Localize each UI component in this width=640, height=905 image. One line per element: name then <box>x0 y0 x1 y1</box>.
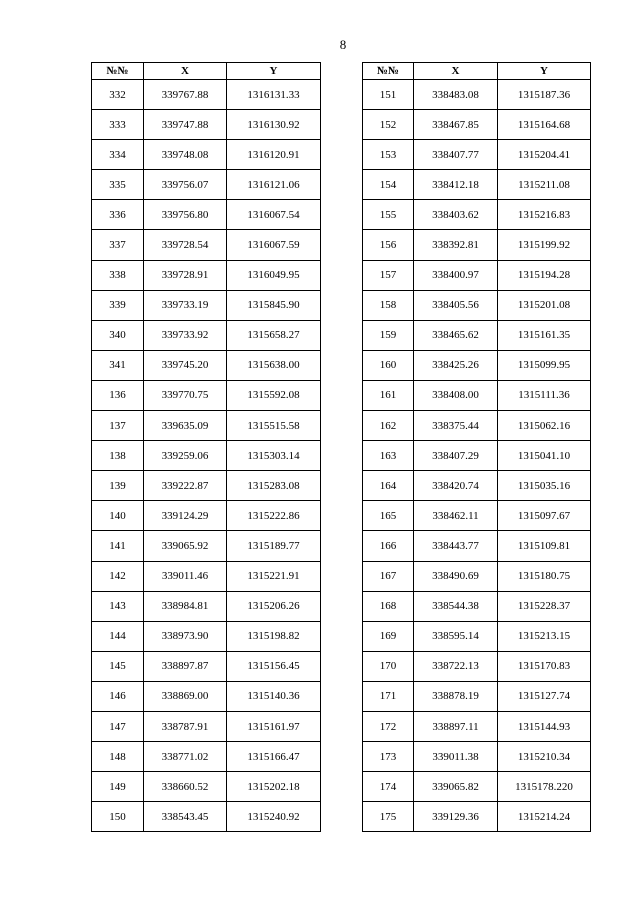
point-number-cell: 170 <box>363 651 414 681</box>
table-row <box>363 681 591 711</box>
table-row <box>363 711 591 741</box>
header-number: №№ <box>92 63 144 80</box>
point-number-cell: 144 <box>92 621 144 651</box>
y-coordinate-cell: 1315194.28 <box>498 260 591 290</box>
point-number-cell: 334 <box>92 140 144 170</box>
point-number-cell: 157 <box>363 260 414 290</box>
x-coordinate-cell: 338787.91 <box>144 711 227 741</box>
x-coordinate-cell: 338375.44 <box>414 411 498 441</box>
y-coordinate-cell: 1315216.83 <box>498 200 591 230</box>
y-coordinate-cell: 1315204.41 <box>498 140 591 170</box>
x-coordinate-cell: 338878.19 <box>414 681 498 711</box>
point-number-cell: 173 <box>363 742 414 772</box>
table-row <box>92 200 321 230</box>
table-row <box>92 80 321 110</box>
x-coordinate-cell: 338722.13 <box>414 651 498 681</box>
x-coordinate-cell: 338771.02 <box>144 742 227 772</box>
header-x: X <box>414 63 498 80</box>
x-coordinate-cell: 338467.85 <box>414 110 498 140</box>
point-number-cell: 148 <box>92 742 144 772</box>
table-row <box>92 591 321 621</box>
table-row <box>92 711 321 741</box>
table-row <box>92 290 321 320</box>
point-number-cell: 146 <box>92 681 144 711</box>
x-coordinate-cell: 339728.91 <box>144 260 227 290</box>
y-coordinate-cell: 1315211.08 <box>498 170 591 200</box>
point-number-cell: 341 <box>92 350 144 380</box>
table-row <box>363 441 591 471</box>
y-coordinate-cell: 1315222.86 <box>227 501 321 531</box>
table-row <box>363 411 591 441</box>
x-coordinate-cell: 338897.11 <box>414 711 498 741</box>
x-coordinate-cell: 339756.07 <box>144 170 227 200</box>
point-number-cell: 164 <box>363 471 414 501</box>
table-row <box>92 772 321 802</box>
y-coordinate-cell: 1315041.10 <box>498 441 591 471</box>
table-row <box>92 471 321 501</box>
point-number-cell: 340 <box>92 320 144 350</box>
point-number-cell: 158 <box>363 290 414 320</box>
y-coordinate-cell: 1316130.92 <box>227 110 321 140</box>
x-coordinate-cell: 338462.11 <box>414 501 498 531</box>
y-coordinate-cell: 1315515.58 <box>227 411 321 441</box>
y-coordinate-cell: 1316121.06 <box>227 170 321 200</box>
point-number-cell: 165 <box>363 501 414 531</box>
table-row <box>363 772 591 802</box>
point-number-cell: 136 <box>92 380 144 410</box>
y-coordinate-cell: 1315210.34 <box>498 742 591 772</box>
y-coordinate-cell: 1315202.18 <box>227 772 321 802</box>
y-coordinate-cell: 1315127.74 <box>498 681 591 711</box>
point-number-cell: 159 <box>363 320 414 350</box>
table-row <box>363 290 591 320</box>
table-row <box>363 80 591 110</box>
x-coordinate-cell: 339065.82 <box>414 772 498 802</box>
x-coordinate-cell: 339222.87 <box>144 471 227 501</box>
point-number-cell: 156 <box>363 230 414 260</box>
header-number: №№ <box>363 63 414 80</box>
table-row <box>363 621 591 651</box>
point-number-cell: 140 <box>92 501 144 531</box>
y-coordinate-cell: 1316067.54 <box>227 200 321 230</box>
x-coordinate-cell: 339635.09 <box>144 411 227 441</box>
table-row <box>363 110 591 140</box>
y-coordinate-cell: 1315109.81 <box>498 531 591 561</box>
table-row <box>363 320 591 350</box>
table-row <box>92 561 321 591</box>
x-coordinate-cell: 338420.74 <box>414 471 498 501</box>
y-coordinate-cell: 1315221.91 <box>227 561 321 591</box>
x-coordinate-cell: 338660.52 <box>144 772 227 802</box>
x-coordinate-cell: 338392.81 <box>414 230 498 260</box>
x-coordinate-cell: 338984.81 <box>144 591 227 621</box>
table-row <box>363 230 591 260</box>
point-number-cell: 151 <box>363 80 414 110</box>
x-coordinate-cell: 339767.88 <box>144 80 227 110</box>
y-coordinate-cell: 1315170.83 <box>498 651 591 681</box>
table-row <box>92 320 321 350</box>
x-coordinate-cell: 339124.29 <box>144 501 227 531</box>
table-header-row <box>363 63 591 80</box>
y-coordinate-cell: 1315206.26 <box>227 591 321 621</box>
coordinates-table-right <box>362 62 591 832</box>
x-coordinate-cell: 339728.54 <box>144 230 227 260</box>
y-coordinate-cell: 1315845.90 <box>227 290 321 320</box>
y-coordinate-cell: 1315097.67 <box>498 501 591 531</box>
table-row <box>92 170 321 200</box>
x-coordinate-cell: 338412.18 <box>414 170 498 200</box>
point-number-cell: 161 <box>363 380 414 410</box>
table-row <box>363 200 591 230</box>
y-coordinate-cell: 1315099.95 <box>498 350 591 380</box>
header-y: Y <box>227 63 321 80</box>
point-number-cell: 150 <box>92 802 144 832</box>
y-coordinate-cell: 1315228.37 <box>498 591 591 621</box>
point-number-cell: 175 <box>363 802 414 832</box>
table-row <box>363 170 591 200</box>
y-coordinate-cell: 1315140.36 <box>227 681 321 711</box>
table-row <box>92 230 321 260</box>
table-row <box>92 441 321 471</box>
table-row <box>363 380 591 410</box>
table-row <box>92 681 321 711</box>
x-coordinate-cell: 338407.77 <box>414 140 498 170</box>
table-row <box>92 411 321 441</box>
y-coordinate-cell: 1315658.27 <box>227 320 321 350</box>
y-coordinate-cell: 1315164.68 <box>498 110 591 140</box>
table-row <box>363 742 591 772</box>
point-number-cell: 163 <box>363 441 414 471</box>
y-coordinate-cell: 1316120.91 <box>227 140 321 170</box>
x-coordinate-cell: 338407.29 <box>414 441 498 471</box>
y-coordinate-cell: 1315189.77 <box>227 531 321 561</box>
point-number-cell: 152 <box>363 110 414 140</box>
point-number-cell: 138 <box>92 441 144 471</box>
table-row <box>92 110 321 140</box>
x-coordinate-cell: 338403.62 <box>414 200 498 230</box>
x-coordinate-cell: 339770.75 <box>144 380 227 410</box>
table-row <box>363 651 591 681</box>
point-number-cell: 155 <box>363 200 414 230</box>
point-number-cell: 141 <box>92 531 144 561</box>
x-coordinate-cell: 338483.08 <box>414 80 498 110</box>
y-coordinate-cell: 1315283.08 <box>227 471 321 501</box>
point-number-cell: 168 <box>363 591 414 621</box>
y-coordinate-cell: 1315199.92 <box>498 230 591 260</box>
point-number-cell: 174 <box>363 772 414 802</box>
x-coordinate-cell: 338869.00 <box>144 681 227 711</box>
y-coordinate-cell: 1315213.15 <box>498 621 591 651</box>
table-row <box>92 742 321 772</box>
y-coordinate-cell: 1315161.35 <box>498 320 591 350</box>
table-row <box>363 561 591 591</box>
table-row <box>363 501 591 531</box>
y-coordinate-cell: 1315161.97 <box>227 711 321 741</box>
point-number-cell: 142 <box>92 561 144 591</box>
x-coordinate-cell: 338973.90 <box>144 621 227 651</box>
point-number-cell: 160 <box>363 350 414 380</box>
x-coordinate-cell: 339065.92 <box>144 531 227 561</box>
point-number-cell: 153 <box>363 140 414 170</box>
y-coordinate-cell: 1315240.92 <box>227 802 321 832</box>
page-number: 8 <box>339 37 347 52</box>
table-row <box>363 802 591 832</box>
coordinates-table-left <box>91 62 321 832</box>
y-coordinate-cell: 1315035.16 <box>498 471 591 501</box>
y-coordinate-cell: 1315592.08 <box>227 380 321 410</box>
x-coordinate-cell: 339745.20 <box>144 350 227 380</box>
point-number-cell: 137 <box>92 411 144 441</box>
x-coordinate-cell: 338543.45 <box>144 802 227 832</box>
x-coordinate-cell: 339733.92 <box>144 320 227 350</box>
point-number-cell: 149 <box>92 772 144 802</box>
table-row <box>92 621 321 651</box>
table-row <box>92 350 321 380</box>
point-number-cell: 339 <box>92 290 144 320</box>
table-row <box>92 651 321 681</box>
x-coordinate-cell: 339129.36 <box>414 802 498 832</box>
y-coordinate-cell: 1315166.47 <box>227 742 321 772</box>
y-coordinate-cell: 1316131.33 <box>227 80 321 110</box>
x-coordinate-cell: 339733.19 <box>144 290 227 320</box>
table-row <box>363 350 591 380</box>
x-coordinate-cell: 338408.00 <box>414 380 498 410</box>
x-coordinate-cell: 338465.62 <box>414 320 498 350</box>
x-coordinate-cell: 338425.26 <box>414 350 498 380</box>
table-row <box>363 471 591 501</box>
y-coordinate-cell: 1316049.95 <box>227 260 321 290</box>
point-number-cell: 162 <box>363 411 414 441</box>
table-row <box>92 260 321 290</box>
point-number-cell: 154 <box>363 170 414 200</box>
x-coordinate-cell: 338544.38 <box>414 591 498 621</box>
x-coordinate-cell: 338400.97 <box>414 260 498 290</box>
table-row <box>92 380 321 410</box>
table-row <box>92 531 321 561</box>
table-row <box>363 260 591 290</box>
y-coordinate-cell: 1315187.36 <box>498 80 591 110</box>
point-number-cell: 332 <box>92 80 144 110</box>
point-number-cell: 143 <box>92 591 144 621</box>
header-x: X <box>144 63 227 80</box>
y-coordinate-cell: 1315201.08 <box>498 290 591 320</box>
y-coordinate-cell: 1315178.220 <box>498 772 591 802</box>
y-coordinate-cell: 1315214.24 <box>498 802 591 832</box>
table-header-row <box>92 63 321 80</box>
table-row <box>363 140 591 170</box>
x-coordinate-cell: 339259.06 <box>144 441 227 471</box>
y-coordinate-cell: 1315144.93 <box>498 711 591 741</box>
point-number-cell: 147 <box>92 711 144 741</box>
point-number-cell: 167 <box>363 561 414 591</box>
table-row <box>92 501 321 531</box>
x-coordinate-cell: 339756.80 <box>144 200 227 230</box>
y-coordinate-cell: 1315180.75 <box>498 561 591 591</box>
table-row <box>363 591 591 621</box>
point-number-cell: 338 <box>92 260 144 290</box>
x-coordinate-cell: 339748.08 <box>144 140 227 170</box>
x-coordinate-cell: 338405.56 <box>414 290 498 320</box>
x-coordinate-cell: 339747.88 <box>144 110 227 140</box>
point-number-cell: 171 <box>363 681 414 711</box>
point-number-cell: 337 <box>92 230 144 260</box>
x-coordinate-cell: 338595.14 <box>414 621 498 651</box>
point-number-cell: 169 <box>363 621 414 651</box>
point-number-cell: 166 <box>363 531 414 561</box>
point-number-cell: 139 <box>92 471 144 501</box>
y-coordinate-cell: 1315638.00 <box>227 350 321 380</box>
table-row <box>92 802 321 832</box>
y-coordinate-cell: 1315303.14 <box>227 441 321 471</box>
x-coordinate-cell: 338490.69 <box>414 561 498 591</box>
point-number-cell: 336 <box>92 200 144 230</box>
y-coordinate-cell: 1315062.16 <box>498 411 591 441</box>
x-coordinate-cell: 339011.46 <box>144 561 227 591</box>
x-coordinate-cell: 338897.87 <box>144 651 227 681</box>
table-row <box>363 531 591 561</box>
y-coordinate-cell: 1315111.36 <box>498 380 591 410</box>
x-coordinate-cell: 339011.38 <box>414 742 498 772</box>
header-y: Y <box>498 63 591 80</box>
point-number-cell: 145 <box>92 651 144 681</box>
y-coordinate-cell: 1316067.59 <box>227 230 321 260</box>
x-coordinate-cell: 338443.77 <box>414 531 498 561</box>
point-number-cell: 172 <box>363 711 414 741</box>
table-row <box>92 140 321 170</box>
point-number-cell: 335 <box>92 170 144 200</box>
y-coordinate-cell: 1315156.45 <box>227 651 321 681</box>
point-number-cell: 333 <box>92 110 144 140</box>
y-coordinate-cell: 1315198.82 <box>227 621 321 651</box>
